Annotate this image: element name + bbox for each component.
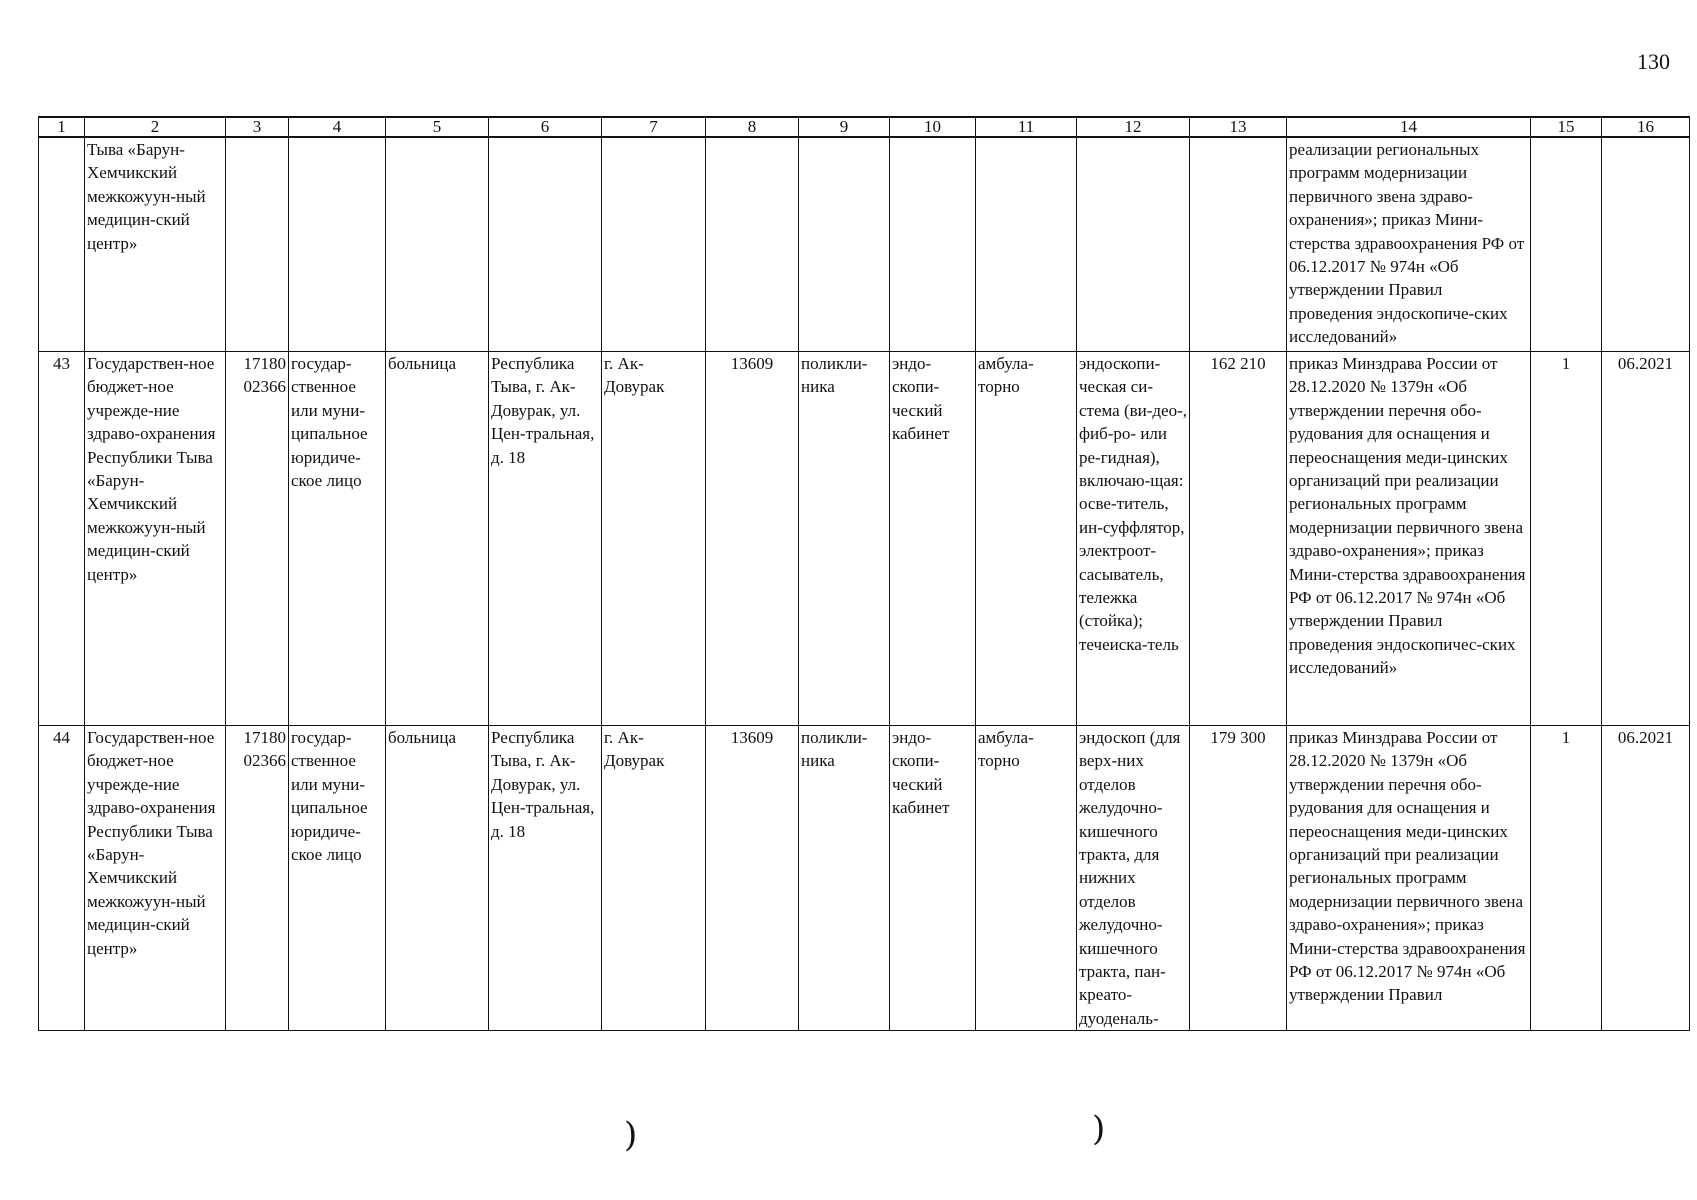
column-header: 13 (1190, 117, 1287, 137)
cell-quantity (1531, 137, 1602, 352)
cell-unit: поликли-ника (799, 726, 890, 1031)
cell-care-mode: амбула-торно (976, 726, 1077, 1031)
cell-address (489, 137, 602, 352)
cell-locality (602, 137, 706, 352)
column-header: 5 (386, 117, 489, 137)
equipment-table (38, 116, 1690, 1031)
column-header: 3 (226, 117, 289, 137)
cell-equipment: эндоскопи-ческая си-стема (ви-део-, фиб-ро- или ре-гидная), включаю-щая: осве-титель, ин-суффлятор, электроот-сасыватель, тележка (стойка); течеиска-тель (1077, 352, 1190, 726)
cell-address: Республика Тыва, г. Ак-Довурак, ул. Цен-тральная, д. 18 (489, 352, 602, 726)
cell-facility-type: больница (386, 726, 489, 1031)
cell-number (706, 137, 799, 352)
column-header: 4 (289, 117, 386, 137)
scan-mark-left: ) (624, 1115, 638, 1155)
cell-unit: поликли-ника (799, 352, 890, 726)
header-row (39, 117, 1690, 137)
cell-room (890, 137, 976, 352)
cell-facility-type: больница (386, 352, 489, 726)
cell-price: 179 300 (1190, 726, 1287, 1031)
cell-quantity: 1 (1531, 726, 1602, 1031)
cell-price: 162 210 (1190, 352, 1287, 726)
cell-legal-form (289, 137, 386, 352)
cell-equipment (1077, 137, 1190, 352)
cell-row-number (39, 137, 85, 352)
cell-organization: Тыва «Барун-Хемчикский межкожуун-ный медицин-ский центр» (85, 137, 226, 352)
column-header: 10 (890, 117, 976, 137)
column-header: 7 (602, 117, 706, 137)
cell-date: 06.2021 (1602, 352, 1690, 726)
cell-room: эндо-скопи-ческий кабинет (890, 726, 976, 1031)
table-row-43 (39, 352, 1690, 726)
cell-code: 17180 02366 (226, 726, 289, 1031)
column-header: 9 (799, 117, 890, 137)
scan-mark-right: ) (1092, 1109, 1106, 1149)
cell-number: 13609 (706, 352, 799, 726)
cell-locality: г. Ак-Довурак (602, 352, 706, 726)
column-header: 2 (85, 117, 226, 137)
cell-date (1602, 137, 1690, 352)
cell-legal-basis: реализации региональных программ модернизации первичного звена здраво-охранения»; приказ Мини-стерства здравоохранения РФ от 06.12.2017 № 974н «Об утверждении Правил проведения эндоскопиче-ских исследований» (1287, 137, 1531, 352)
cell-row-number: 44 (39, 726, 85, 1031)
cell-room: эндо-скопи-ческий кабинет (890, 352, 976, 726)
cell-quantity: 1 (1531, 352, 1602, 726)
cell-legal-form: государ-ственное или муни-ципальное юридиче-ское лицо (289, 352, 386, 726)
table-row-44 (39, 726, 1690, 1031)
cell-care-mode (976, 137, 1077, 352)
cell-code: 17180 02366 (226, 352, 289, 726)
cell-date: 06.2021 (1602, 726, 1690, 1031)
cell-legal-form: государ-ственное или муни-ципальное юридиче-ское лицо (289, 726, 386, 1031)
cell-equipment: эндоскоп (для верх-них отделов желудочно-кишечного тракта, для нижних отделов желудочно-кишечного тракта, пан-креато-дуоденаль- (1077, 726, 1190, 1031)
column-header: 11 (976, 117, 1077, 137)
cell-legal-basis: приказ Минздрава России от 28.12.2020 № 1379н «Об утверждении перечня обо-рудования для оснащения и переоснащения меди-цинских организаций при реализации региональных программ модернизации первичного звена здраво-охранения»; приказ Мини-стерства здравоохранения РФ от 06.12.2017 № 974н «Об утверждении Правил проведения эндоскопичес-ских исследований» (1287, 352, 1531, 726)
column-header: 8 (706, 117, 799, 137)
column-header: 14 (1287, 117, 1531, 137)
cell-care-mode: амбула-торно (976, 352, 1077, 726)
cell-code (226, 137, 289, 352)
cell-legal-basis: приказ Минздрава России от 28.12.2020 № 1379н «Об утверждении перечня обо-рудования для оснащения и переоснащения меди-цинских организаций при реализации региональных программ модернизации первичного звена здраво-охранения»; приказ Мини-стерства здравоохранения РФ от 06.12.2017 № 974н «Об утверждении Правил (1287, 726, 1531, 1031)
cell-address: Республика Тыва, г. Ак-Довурак, ул. Цен-тральная, д. 18 (489, 726, 602, 1031)
cell-locality: г. Ак-Довурак (602, 726, 706, 1031)
column-header: 15 (1531, 117, 1602, 137)
cell-facility-type (386, 137, 489, 352)
column-header: 6 (489, 117, 602, 137)
cell-unit (799, 137, 890, 352)
cell-price (1190, 137, 1287, 352)
cell-row-number: 43 (39, 352, 85, 726)
table-row-continuation (39, 137, 1690, 352)
column-header: 1 (39, 117, 85, 137)
cell-organization: Государствен-ное бюджет-ное учрежде-ние здраво-охранения Республики Тыва «Барун-Хемчикский межкожуун-ный медицин-ский центр» (85, 726, 226, 1031)
page-number: 130 (1637, 49, 1670, 74)
cell-number: 13609 (706, 726, 799, 1031)
cell-organization: Государствен-ное бюджет-ное учрежде-ние здраво-охранения Республики Тыва «Барун-Хемчикский межкожуун-ный медицин-ский центр» (85, 352, 226, 726)
column-header: 16 (1602, 117, 1690, 137)
column-header: 12 (1077, 117, 1190, 137)
